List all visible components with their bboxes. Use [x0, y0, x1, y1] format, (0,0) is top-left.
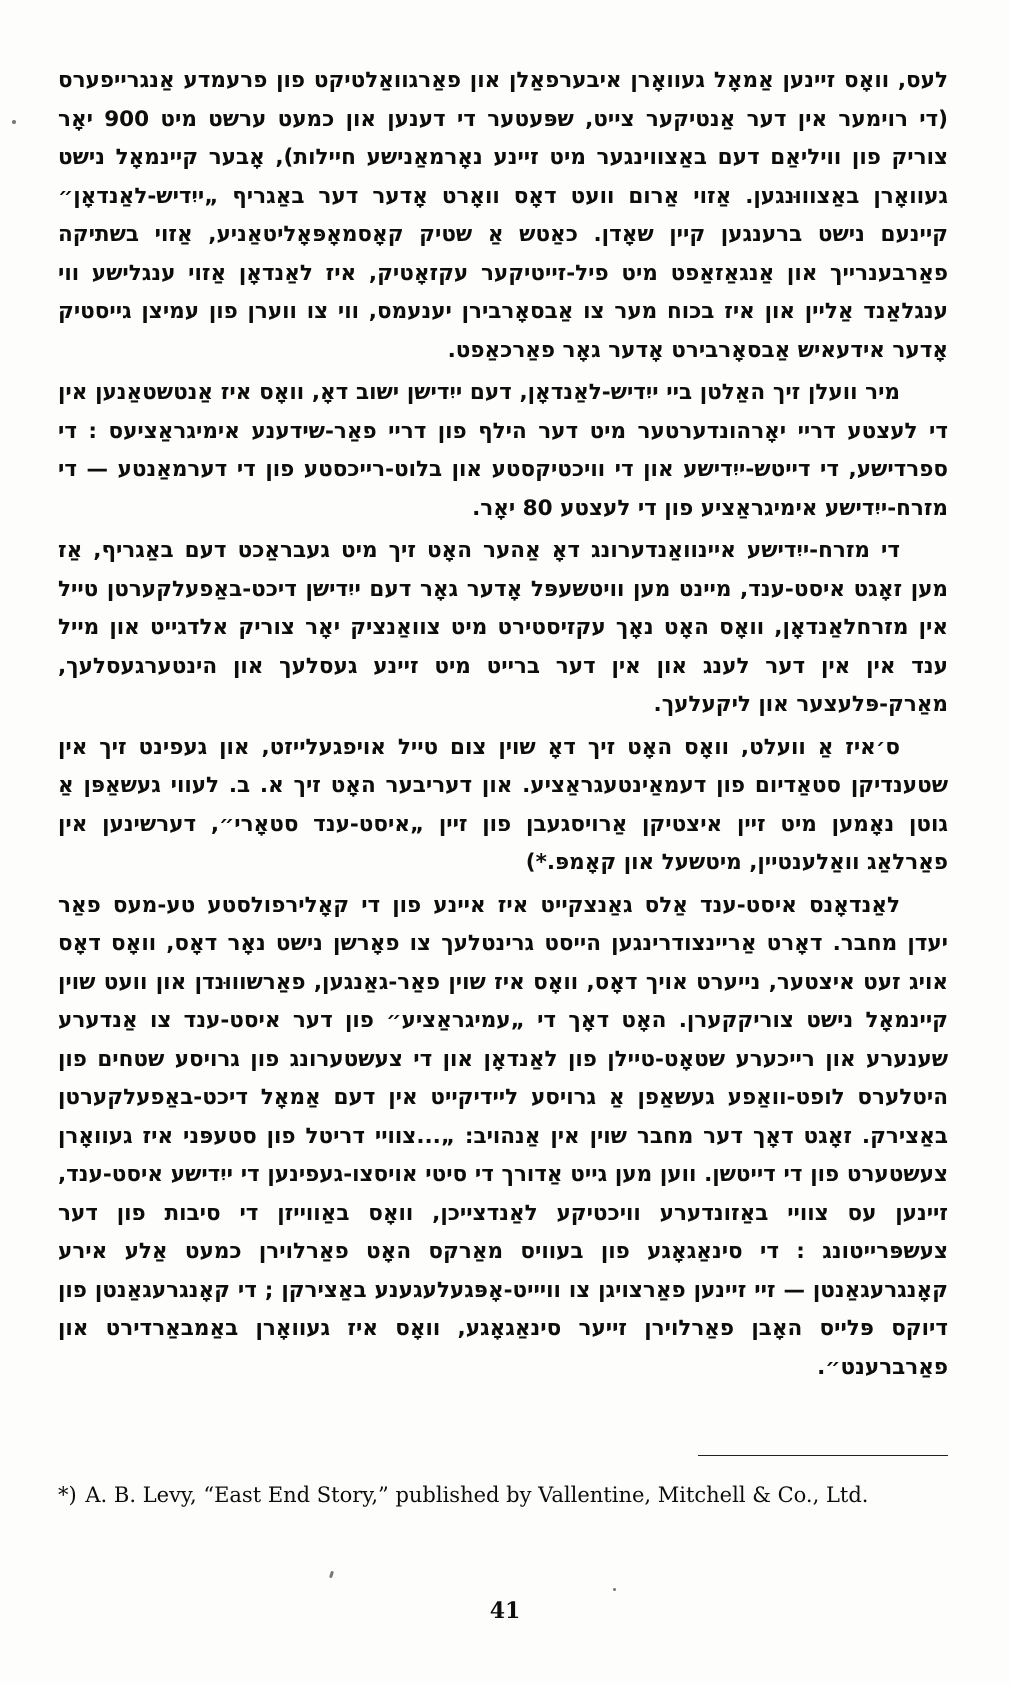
paragraph: לעס, וואָס זיינען אַמאָל געוואָרן איבערפאַלן און פאַרגוואַלטיקט פון פרעמדע אַנגרייפערס (די רוימער אין דער אַנטיקער צייט, שפּעטער די דענען און כמעט ערשט מיט 900 יאָר צוריק פון וויליאַם דעם באַצווינגער מיט זיינע נאָרמאַנישע חיילות), אָבער קיינמאָל נישט געוואָרן באַצוווּנגען. אַזוי אַרום וועט דאָס וואָרט אָדער דער באַגריף „ייִדיש-לאַנדאָן״ קיינעם נישט ברענגען קיין שאָדן. כאַטש אַ שטיק קאָסמאָפּאָליטאַניע, אַזוי בשתיקה פאַרבענרייך און אַנגאַזאַפט מיט פיל-זייטיקער עקזאָטיק, איז לאַנדאָן אַזוי ענגלישע ווי ענגלאַנד אַליין און איז בכוח מער צו אַבסאָרבירן יענעמס, ווי צו ווערן פון עמיצן גייסטיק אָדער אידעאיש אַבסאָרבירט אָדער גאָר פאַרכאַפט. — [58, 68, 948, 363]
paragraph: מיר וועלן זיך האַלטן ביי ייִדיש-לאַנדאָן, דעם ייִדישן ישוב דאָ, וואָס איז אַנטשטאַנען אין די לעצטע דריי יאָרהונדערטער מיט דער הילף פון דריי פאַר-שידענע אימיגראַציעס : די ספרדישע, די דייטש-ייִדישע און די וויכטיקסטע און בלוט-רייכסטע פון די דערמאַנטע — די מזרח-ייִדישע אימיגראַציע פון די לעצטע 80 יאָר. — [58, 380, 948, 521]
body-text-column — [58, 62, 948, 1389]
page-speck — [12, 120, 16, 124]
page-speck — [329, 1571, 334, 1579]
paragraph: לאַנדאָנס איסט-ענד אַלס גאַנצקייט איז איינע פון די קאָלירפולסטע טע-מעס פאַר יעדן מחבר. דאָרט אַריינצודרינגען הייסט גרינטלעך צו פאָרשן נישט נאָר דאָס, וואָס דאָס אויג זעט איצטער, נייערט אויך דאָס, וואָס איז שוין פאַר-גאַנגען, פאַרשוווּנדן און וועט שוין קיינמאָל נישט צוריקקערן. האָט דאָך די „עמיגראַציע״ פון דער איסט-ענד צו אַנדערע שענערע און רייכערע שטאָט-טיילן פון לאַנדאָן און די צעשטערונג פון גרויסע שטחים פון היטלערס לופט-וואַפע געשאַפן אַ גרויסע ליידיקייט אין דעם אַמאָל דיכט-באַפעלקערטן באַצירק. זאָגט דאָך דער מחבר שוין אין אַנהויב: „...צוויי דריטל פון סטעפּני איז געוואָרן צעשטערט פון די דייטשן. ווען מען גייט אַדורך די סיטי אויסצו-געפינען די ייִדישע איסט-ענד, זיינען עס צוויי באַזונדערע וויכטיקע לאַנדצייכן, וואָס באַווייזן די סיבות פון דער צעשפּרייטונג : די סינאַגאָגע פון בעוויס מאַרקס האָט פאַרלוירן כמעט אַלע אירע קאָנגרעגאַנטן — זיי זיינען פאַרצויגן צו וויייט-אָפּגעלעגענע באַצירקן ; די קאָנגרעגאַנטן פון דיוקס פּלייס האָבן פאַרלוירן זייער סינאַגאָגע, וואָס איז געוואָרן באַמבאַרדירט און פאַרברענט״. — [58, 892, 948, 1380]
paragraph: ס׳איז אַ וועלט, וואָס האָט זיך דאָ שוין צום טייל אויפגעלייזט, און געפינט זיך אין שטענדיקן סטאַדיום פון דעמאַינטעגראַציע. און דעריבער האָט זיך א. ב. לעווי געשאַפּן אַ גוטן נאָמען מיט זיין איצטיקן אַרויסגעבן פון זיין „איסט-ענד סטאָרי״, דערשינען אין פאַרלאַג וואַלענטיין, מיטשעל און קאָמפּ.*) — [58, 734, 948, 875]
paragraph: די מזרח-ייִדישע איינוואַנדערונג דאָ אַהער האָט זיך מיט געבראַכט דעם באַגריף, אַז מען זאָגט איסט-ענד, מיינט מען וויטשעפּל אָדער גאָר דעם ייִדישן דיכט-באַפעלקערטן טייל אין מזרחלאַנדאָן, וואָס האָט נאָך עקזיסטירט מיט צוואַנציק יאָר צוריק אלדגייט און מייל ענד אין אין דער לענג און אין דער ברייט מיט זיינע געסלעך און הינטערגעסלעך, מאַרק-פּלעצער און ליקעלעך. — [58, 538, 948, 717]
page-speck — [613, 1588, 616, 1591]
footnote-section — [58, 1455, 948, 1510]
footnote-citation: A. B. Levy, “East End Story,” published by Vallentine, Mitchell & Co., Ltd. — [85, 1483, 869, 1507]
footnote-marker: *) — [58, 1483, 77, 1507]
footnote-divider — [698, 1455, 948, 1456]
footnote-text — [58, 1466, 948, 1510]
page-number: 41 — [489, 1598, 521, 1624]
